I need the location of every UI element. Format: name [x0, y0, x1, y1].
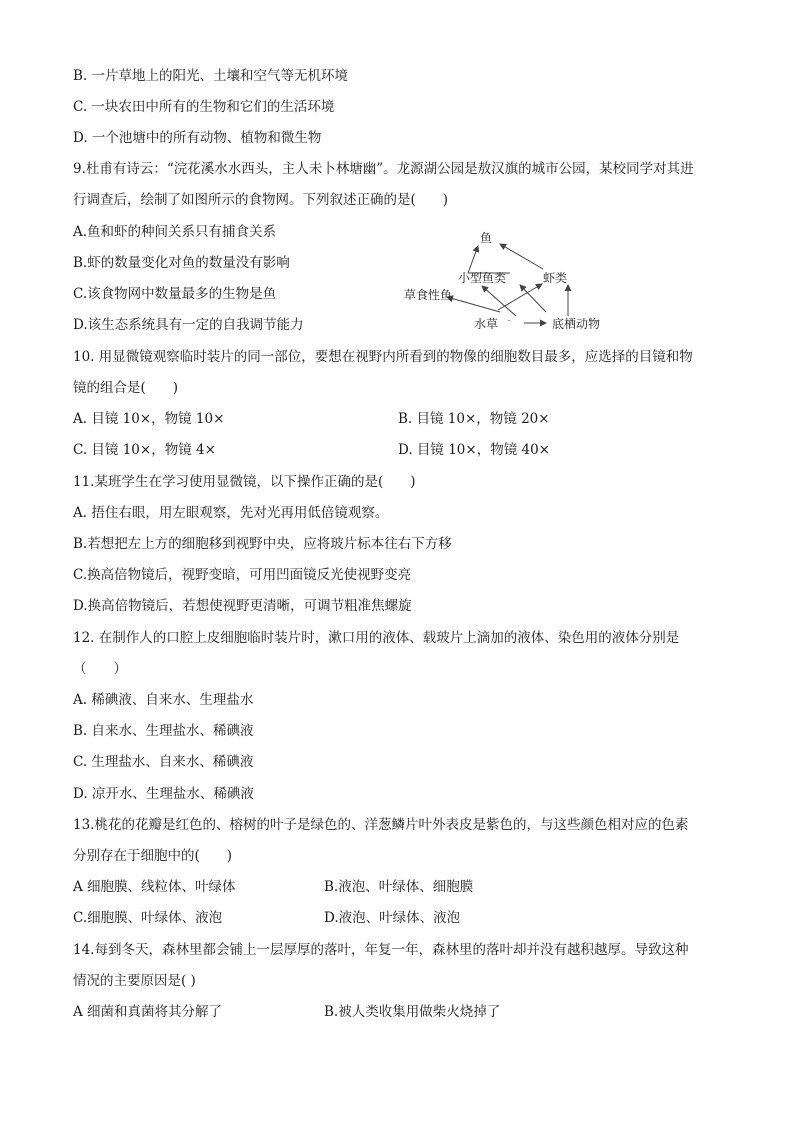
q10-stem-line2: 镜的组合是( ) [73, 380, 179, 396]
q12-stem-line2: （ ） [73, 661, 127, 677]
q9-stem-line2: 行调查后，绘制了如图所示的食物网。下列叙述正确的是( ) [73, 192, 449, 208]
q9-option-b: B.虾的数量变化对鱼的数量没有影响 [73, 255, 290, 271]
food-web-diagram [398, 224, 618, 336]
q10-option-b: B. 目镜 10×，物镜 20× [398, 411, 550, 427]
q12-option-c: C. 生理盐水、自来水、稀碘液 [73, 754, 254, 770]
q9-option-c: C.该食物网中数量最多的生物是鱼 [73, 286, 277, 302]
q11-option-d: D.换高倍物镜后，若想使视野更清晰，可调节粗准焦螺旋 [73, 598, 412, 614]
node-herbivore-fish: 草食性鱼 [404, 288, 453, 302]
q13-option-b: B.液泡、叶绿体、细胞膜 [324, 879, 474, 895]
q13-option-a: A 细胞膜、线粒体、叶绿体 [73, 879, 236, 895]
q12-option-a: A. 稀碘液、自来水、生理盐水 [73, 692, 254, 708]
node-waterweed: 水草 [474, 317, 499, 331]
q12-option-d: D. 凉开水、生理盐水、稀碘液 [73, 786, 254, 802]
q9-option-a: A.鱼和虾的种间关系只有捕食关系 [73, 224, 277, 240]
q10-option-c: C. 目镜 10×，物镜 4× [73, 442, 216, 458]
q13-stem-line2: 分别存在于细胞中的( ) [73, 848, 233, 864]
q10-option-a: A. 目镜 10×，物镜 10× [73, 411, 225, 427]
q14-option-b: B.被人类收集用做柴火烧掉了 [324, 1004, 501, 1020]
node-shrimp: 虾类 [543, 271, 568, 285]
q11-option-b: B.若想把左上方的细胞移到视野中央，应将玻片标本往右下方移 [73, 536, 452, 552]
node-small-fish: 小型鱼类 [458, 271, 507, 285]
q10-option-d: D. 目镜 10×，物镜 40× [398, 442, 550, 458]
q12-option-b: B. 自来水、生理盐水、稀碘液 [73, 723, 254, 739]
q11-option-c: C.换高倍物镜后，视野变暗，可用凹面镜反光使视野变亮 [73, 567, 412, 583]
q11-option-a: A. 捂住右眼，用左眼观察，先对光再用低倍镜观察。 [73, 505, 389, 521]
q13-option-c: C.细胞膜、叶绿体、液泡 [73, 910, 223, 926]
q8-option-d: D. 一个池塘中的所有动物、植物和微生物 [73, 130, 322, 146]
q13-option-d: D.液泡、叶绿体、液泡 [324, 910, 461, 926]
q13-stem-line1: 13.桃花的花瓣是红色的、榕树的叶子是绿色的、洋葱鳞片叶外表皮是紫色的，与这些颜色相对应的色素 [73, 817, 689, 833]
q12-stem-line1: 12. 在制作人的口腔上皮细胞临时装片时，漱口用的液体、载玻片上滴加的液体、染色用的液体分别是 [73, 630, 680, 646]
q8-option-c: C. 一块农田中所有的生物和它们的生活环境 [73, 99, 335, 115]
q14-stem-line1: 14.每到冬天，森林里都会铺上一层厚厚的落叶，年复一年，森林里的落叶却并没有越积越厚。导致这种 [73, 942, 689, 958]
q10-stem-line1: 10. 用显微镜观察临时装片的同一部位，要想在视野内所看到的物像的细胞数目最多，应选择的目镜和物 [73, 349, 693, 365]
node-fish: 鱼 [480, 231, 493, 245]
q11-stem: 11.某班学生在学习使用显微镜，以下操作正确的是( ) [73, 474, 416, 490]
q9-stem-line1: 9.杜甫有诗云：“浣花溪水水西头，主人未卜林塘幽”。龙源湖公园是敖汉旗的城市公园，某校同学对其进 [73, 161, 694, 177]
q8-option-b: B. 一片草地上的阳光、土壤和空气等无机环境 [73, 68, 349, 84]
q9-option-d: D.该生态系统具有一定的自我调节能力 [73, 317, 304, 333]
q14-stem-line2: 情况的主要原因是( ) [73, 973, 196, 989]
node-benthic-animals: 底栖动物 [552, 317, 601, 331]
q14-option-a: A 细菌和真菌将其分解了 [73, 1004, 223, 1020]
